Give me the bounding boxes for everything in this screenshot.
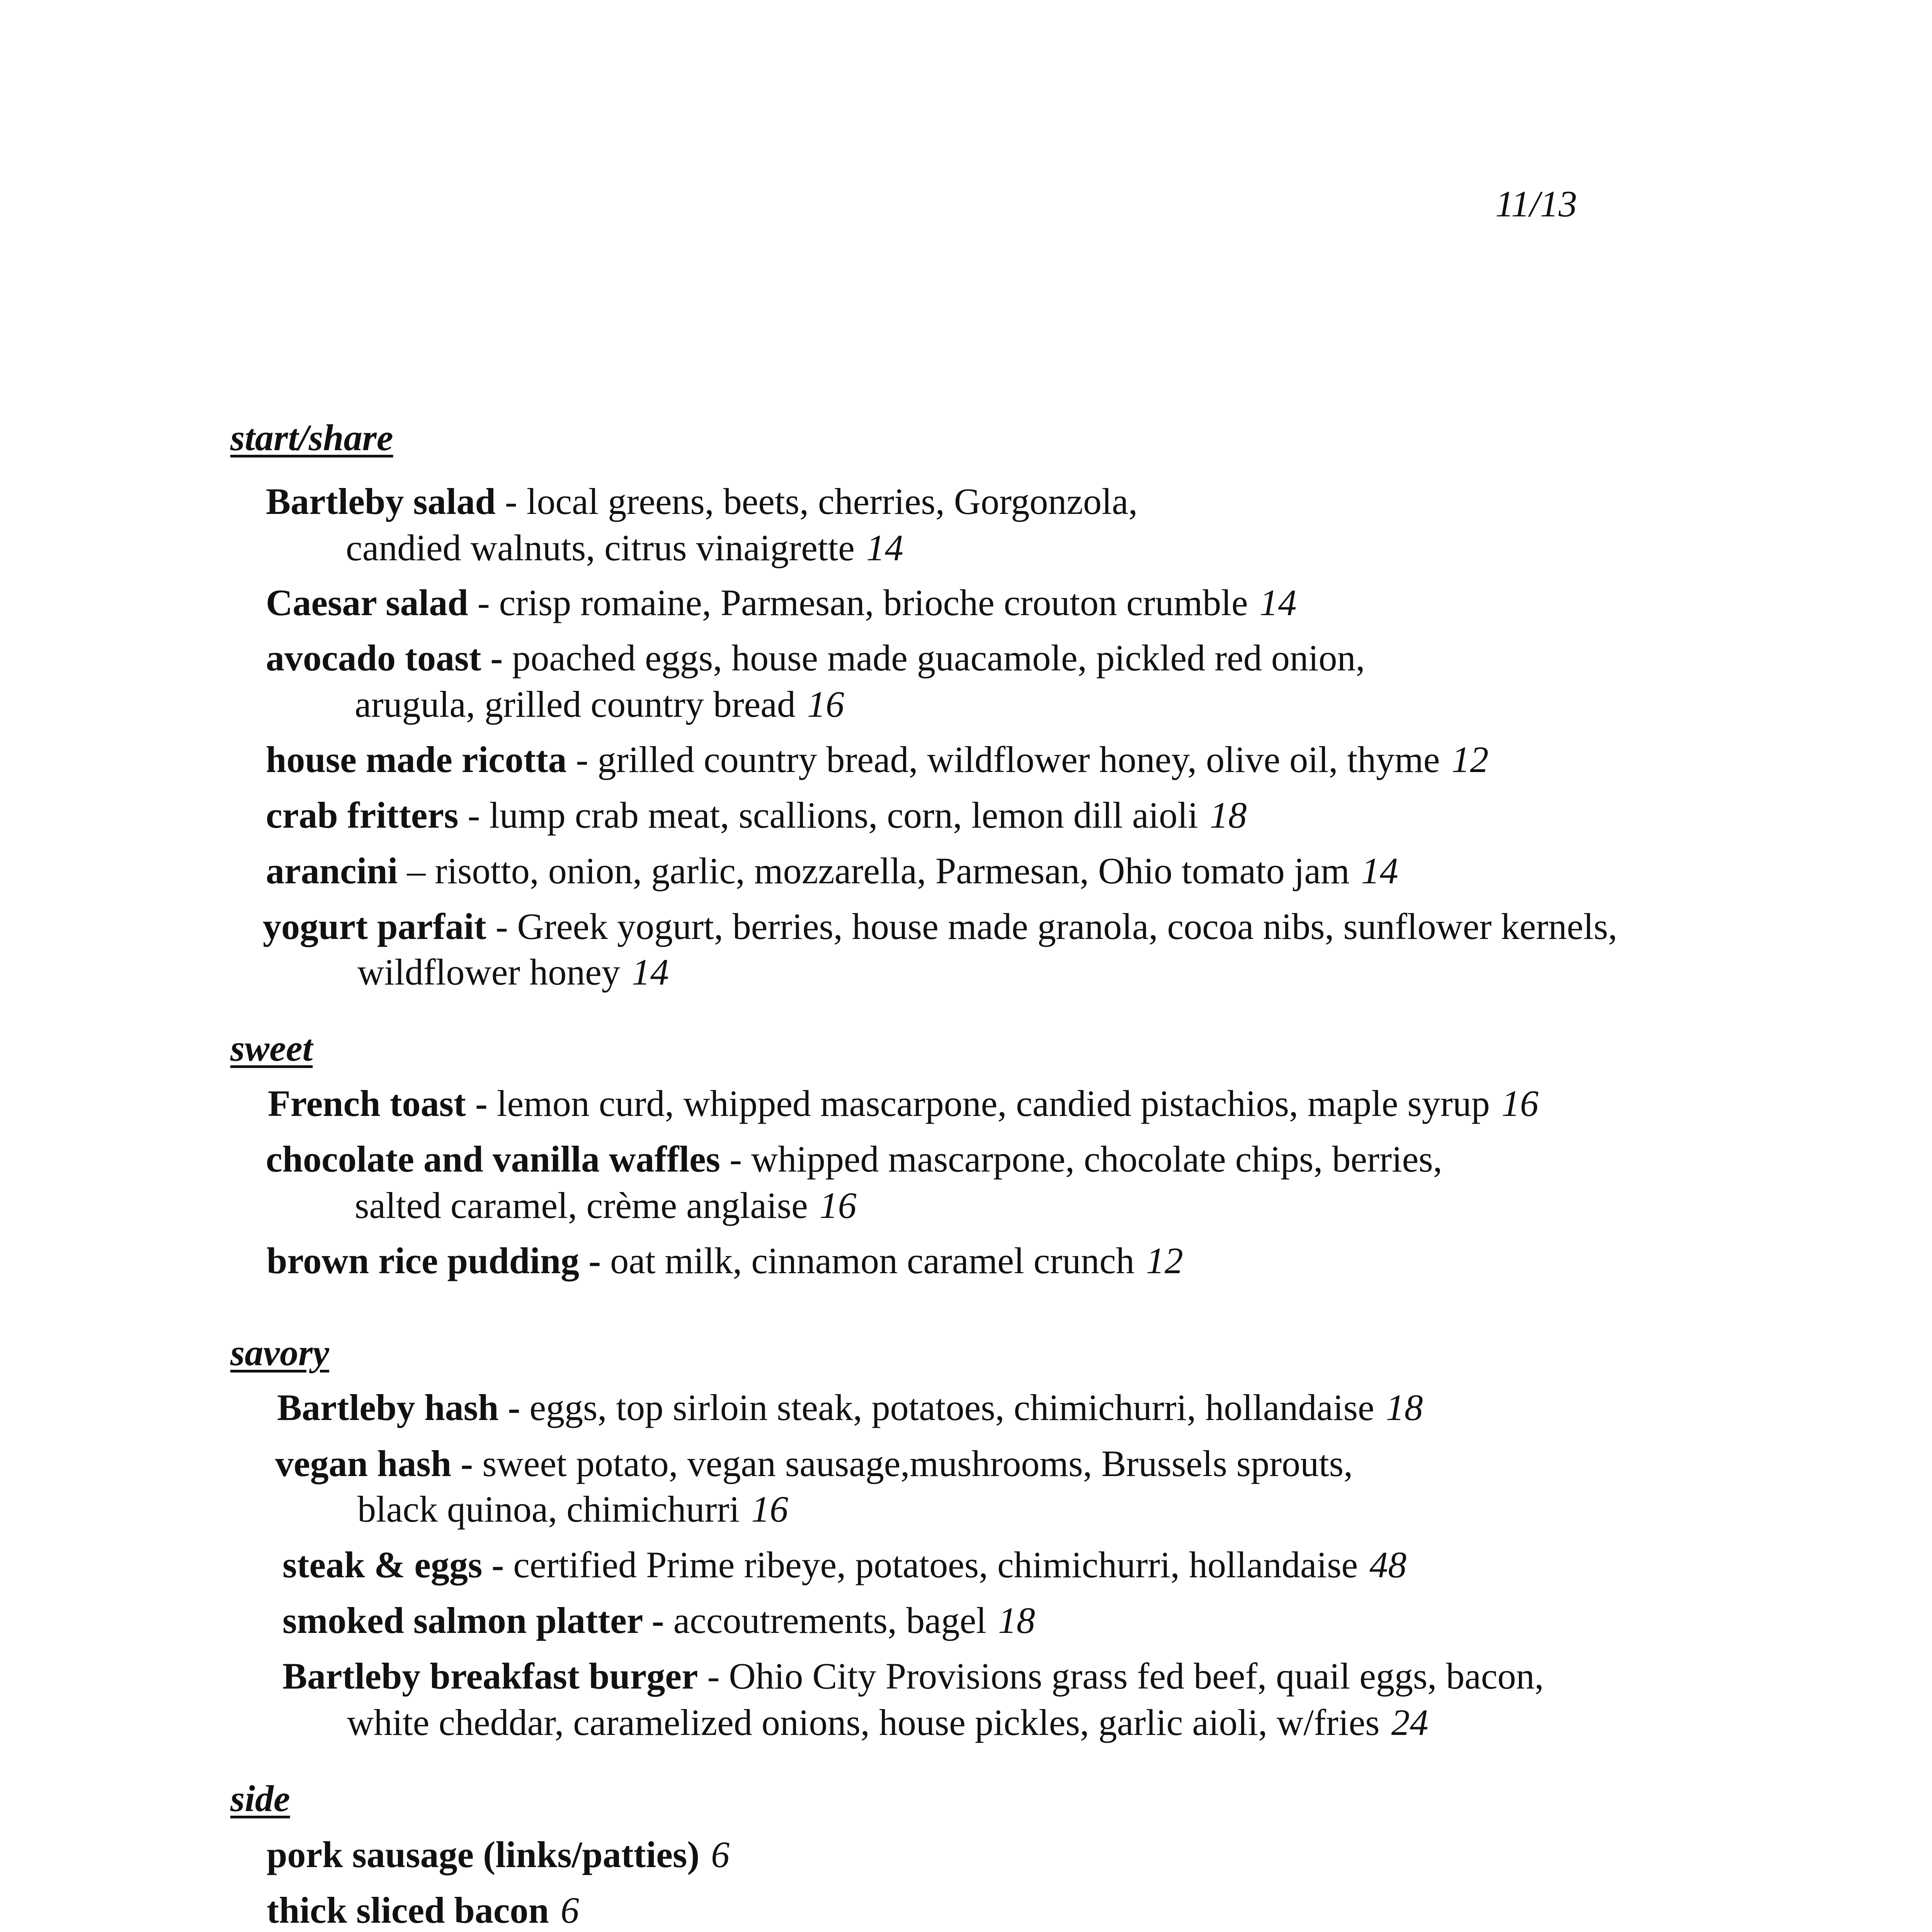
item-name: house made ricotta [266, 739, 567, 780]
menu-date: 11/13 [1495, 183, 1577, 224]
menu-item-avocado-toast-cont [355, 686, 844, 723]
item-description: whipped mascarpone, chocolate chips, berries, [751, 1138, 1442, 1180]
item-name: brown rice pudding - [267, 1240, 601, 1281]
menu-item-smoked-salmon-platter [282, 1602, 1035, 1639]
item-price: 18 [998, 1600, 1035, 1641]
item-separator: - [458, 794, 490, 836]
item-description: eggs, top sirloin steak, potatoes, chimichurri, hollandaise [529, 1387, 1374, 1428]
item-price: 14 [631, 951, 669, 993]
menu-item-vegan-hash [275, 1445, 1353, 1482]
item-separator: - [720, 1138, 751, 1180]
item-description-continued: salted caramel, crème anglaise [355, 1185, 808, 1226]
item-separator: - [486, 906, 517, 947]
item-description: certified Prime ribeye, potatoes, chimichurri, hollandaise [513, 1544, 1358, 1585]
menu-item-pork-sausage [267, 1836, 730, 1873]
item-description-continued: white cheddar, caramelized onions, house pickles, garlic aioli, w/fries [347, 1702, 1380, 1743]
item-name: pork sausage (links/patties) [267, 1834, 700, 1875]
item-description-continued: arugula, grilled country bread [355, 684, 796, 725]
menu-item-chocolate-vanilla-waffles-cont [355, 1187, 857, 1224]
item-name: French toast - [268, 1083, 488, 1124]
menu-item-chocolate-vanilla-waffles [266, 1138, 1442, 1180]
item-price: 16 [1501, 1083, 1539, 1124]
item-separator: - [566, 739, 598, 780]
menu-item-caesar-salad [266, 584, 1297, 621]
item-description-continued: candied walnuts, citrus vinaigrette [346, 527, 855, 568]
menu-item-bartleby-salad-cont [346, 529, 903, 566]
item-name: crab fritters [266, 794, 459, 836]
menu-item-bartleby-breakfast-burger-cont [347, 1704, 1429, 1741]
item-price: 16 [819, 1185, 857, 1226]
item-separator [503, 637, 512, 679]
item-separator [601, 1240, 610, 1281]
item-description: lump crab meat, scallions, corn, lemon dill aioli [489, 794, 1198, 836]
item-price: 14 [866, 527, 903, 568]
item-price: 12 [1146, 1240, 1183, 1281]
item-separator [664, 1600, 673, 1641]
menu-item-thick-sliced-bacon [267, 1889, 579, 1931]
item-name: Caesar salad [266, 582, 468, 623]
menu-item-arancini [266, 852, 1398, 889]
item-description-continued: black quinoa, chimichurri [357, 1488, 740, 1530]
menu-item-yogurt-parfait-cont [357, 951, 669, 993]
menu-item-house-made-ricotta [266, 741, 1488, 778]
item-price: 6 [711, 1834, 730, 1875]
item-description: Greek yogurt, berries, house made granola, cocoa nibs, sunflower kernels, [517, 906, 1617, 947]
item-separator: - [698, 1655, 729, 1697]
item-separator [488, 1083, 497, 1124]
item-description: grilled country bread, wildflower honey, olive oil, thyme [597, 739, 1440, 780]
item-name: Bartleby breakfast burger [282, 1655, 698, 1697]
item-description: sweet potato, vegan sausage,mushrooms, Brussels sprouts, [482, 1443, 1353, 1484]
item-price: 24 [1391, 1702, 1429, 1743]
item-name: Bartleby hash - [277, 1387, 520, 1428]
item-price: 48 [1369, 1544, 1407, 1585]
menu-item-yogurt-parfait [263, 908, 1617, 945]
item-name: Bartleby salad [266, 481, 496, 522]
item-description: oat milk, cinnamon caramel crunch [610, 1240, 1134, 1281]
item-price: 6 [560, 1889, 579, 1931]
item-price: 18 [1386, 1387, 1423, 1428]
item-name: avocado toast - [266, 637, 503, 679]
section-heading-sweet: sweet [230, 1027, 313, 1069]
menu-item-avocado-toast [266, 639, 1365, 677]
item-price: 16 [807, 684, 844, 725]
item-description: accoutrements, bagel [673, 1600, 986, 1641]
item-name: yogurt parfait [263, 906, 486, 947]
item-description: poached eggs, house made guacamole, pickled red onion, [512, 637, 1365, 679]
menu-item-french-toast [268, 1085, 1539, 1122]
item-description: Ohio City Provisions grass fed beef, quail eggs, bacon, [729, 1655, 1544, 1697]
item-separator: - [468, 582, 499, 623]
item-description-continued: wildflower honey [357, 951, 620, 993]
item-name: arancini [266, 850, 398, 891]
menu-item-brown-rice-pudding [267, 1242, 1183, 1279]
item-price: 18 [1209, 794, 1247, 836]
item-separator: - [495, 481, 527, 522]
section-heading-side: side [230, 1778, 290, 1819]
section-heading-savory: savory [230, 1332, 329, 1373]
item-separator [504, 1544, 513, 1585]
menu-item-steak-and-eggs [282, 1546, 1406, 1583]
item-description: risotto, onion, garlic, mozzarella, Parmesan, Ohio tomato jam [435, 850, 1350, 891]
section-heading-start-share: start/share [230, 417, 393, 458]
item-price: 12 [1451, 739, 1489, 780]
menu-item-bartleby-hash [277, 1389, 1423, 1426]
item-separator [520, 1387, 529, 1428]
item-name: chocolate and vanilla waffles [266, 1138, 720, 1180]
menu-item-crab-fritters [266, 794, 1247, 836]
menu-item-bartleby-breakfast-burger [282, 1655, 1544, 1697]
item-name: vegan hash - [275, 1443, 473, 1484]
item-name: smoked salmon platter - [282, 1600, 664, 1641]
item-description: lemon curd, whipped mascarpone, candied pistachios, maple syrup [497, 1083, 1490, 1124]
item-separator [473, 1443, 482, 1484]
item-description: crisp romaine, Parmesan, brioche crouton crumble [499, 582, 1248, 623]
item-name: steak & eggs - [282, 1544, 504, 1585]
item-price: 16 [751, 1488, 789, 1530]
menu-item-bartleby-salad [266, 483, 1138, 520]
item-price: 14 [1259, 582, 1297, 623]
menu-item-vegan-hash-cont [357, 1488, 789, 1530]
item-separator: – [398, 850, 435, 891]
item-name: thick sliced bacon [267, 1889, 549, 1931]
item-price: 14 [1361, 850, 1398, 891]
item-description: local greens, beets, cherries, Gorgonzola, [526, 481, 1138, 522]
